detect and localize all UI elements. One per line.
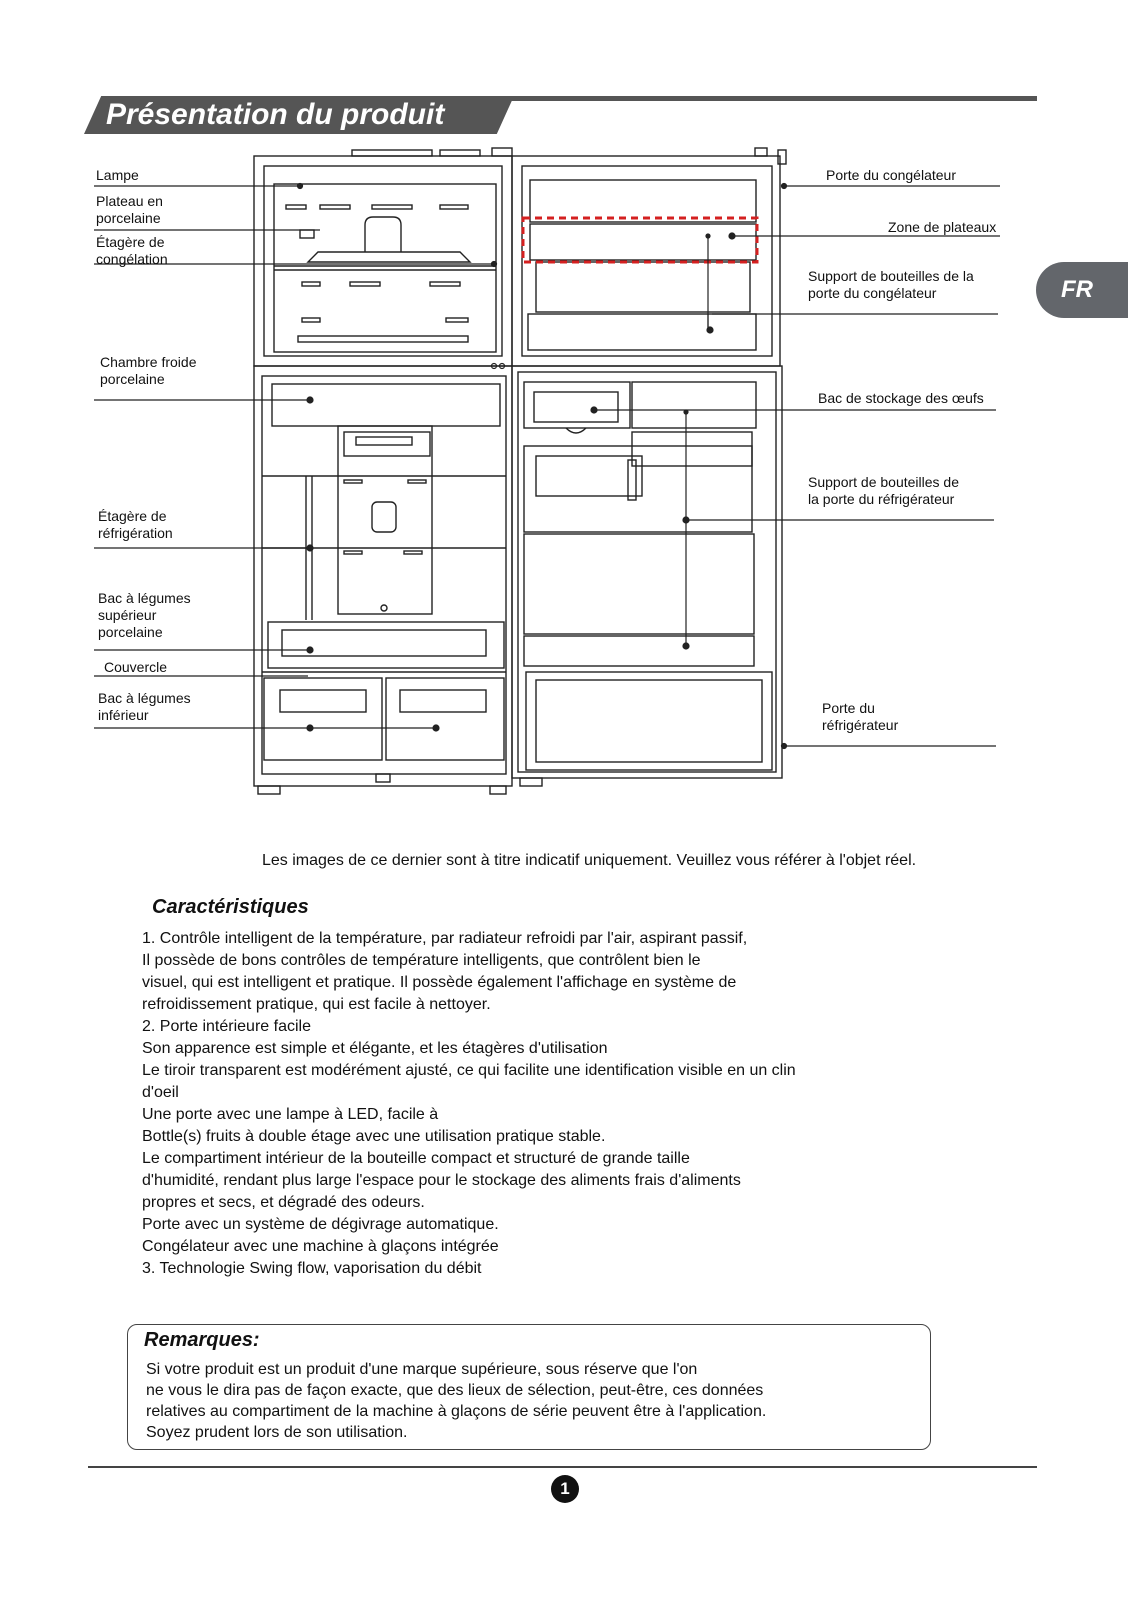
feature-line: visuel, qui est intelligent et pratique. Il possède également l'affichage en système de [142,974,737,991]
label-freezer-shelf: Étagère de congélation [96,234,168,267]
feature-line: 2. Porte intérieure facile [142,1018,311,1035]
feature-line: propres et secs, et dégradé des odeurs. [142,1194,425,1211]
feature-line: Il possède de bons contrôles de température intelligents, que contrôlent bien le [142,952,701,969]
feature-line: Le compartiment intérieur de la bouteille compact et structuré de grande taille [142,1150,690,1167]
label-tray-zone: Zone de plateaux [888,219,997,235]
feature-line: d'humidité, rendant plus large l'espace pour le stockage des aliments frais d'aliments [142,1172,741,1189]
feature-line: Bottle(s) fruits à double étage avec une utilisation pratique stable. [142,1128,606,1145]
notes-box [127,1324,931,1450]
label-egg-tray: Bac de stockage des œufs [818,390,984,406]
page-number: 1 [551,1475,579,1503]
notes-body [146,1359,916,1443]
feature-line: Son apparence est simple et élégante, et les étagères d'utilisation [142,1040,608,1057]
label-lamp: Lampe [96,167,139,183]
feature-line: 3. Technologie Swing flow, vaporisation du débit [142,1260,482,1277]
label-freezer-door: Porte du congélateur [826,167,956,183]
label-freezer-bottle-holder: Support de bouteilles de la porte du congélateur [808,268,974,301]
label-cover: Couvercle [104,659,168,675]
note-line: ne vous le dira pas de façon exacte, que des lieux de sélection, peut-être, ces données [146,1382,764,1399]
label-fridge-shelf: Étagère de réfrigération [98,508,173,541]
label-upper-crisper: Bac à légumes supérieur porcelaine [98,590,191,640]
feature-line: 1. Contrôle intelligent de la température, par radiateur refroidi par l'air, aspirant passif, [142,930,748,947]
note-line: relatives au compartiment de la machine à glaçons de série peuvent être à l'application. [146,1403,767,1420]
feature-line: Une porte avec une lampe à LED, facile à [142,1106,439,1123]
feature-line: Le tiroir transparent est modérément ajusté, ce qui facilite une identification visible en un clin [142,1062,796,1079]
footer-rule [88,1466,1037,1468]
note-line: Si votre produit est un produit d'une marque supérieure, sous réserve que l'on [146,1361,698,1378]
note-line: Soyez prudent lors de son utilisation. [146,1424,408,1441]
features-list [142,928,942,1280]
feature-line: Congélateur avec une machine à glaçons intégrée [142,1238,499,1255]
notes-title: Remarques: [144,1329,260,1351]
feature-line: d'oeil [142,1084,179,1101]
label-cold-chamber: Chambre froide porcelaine [100,354,197,387]
language-badge: FR [1036,262,1128,318]
label-porcelain-tray: Plateau en porcelaine [96,193,163,226]
label-fridge-door: Porte du réfrigérateur [822,700,899,733]
features-title: Caractéristiques [152,896,309,918]
page-title: Présentation du produit [106,98,445,131]
feature-line: refroidissement pratique, qui est facile à nettoyer. [142,996,491,1013]
label-fridge-bottle-holder: Support de bouteilles de la porte du réfrigérateur [808,474,959,507]
image-caption: Les images de ce dernier sont à titre indicatif uniquement. Veuillez vous référer à l'objet réel. [262,852,917,869]
feature-line: Porte avec un système de dégivrage automatique. [142,1216,499,1233]
label-lower-crisper: Bac à légumes inférieur [98,690,191,723]
